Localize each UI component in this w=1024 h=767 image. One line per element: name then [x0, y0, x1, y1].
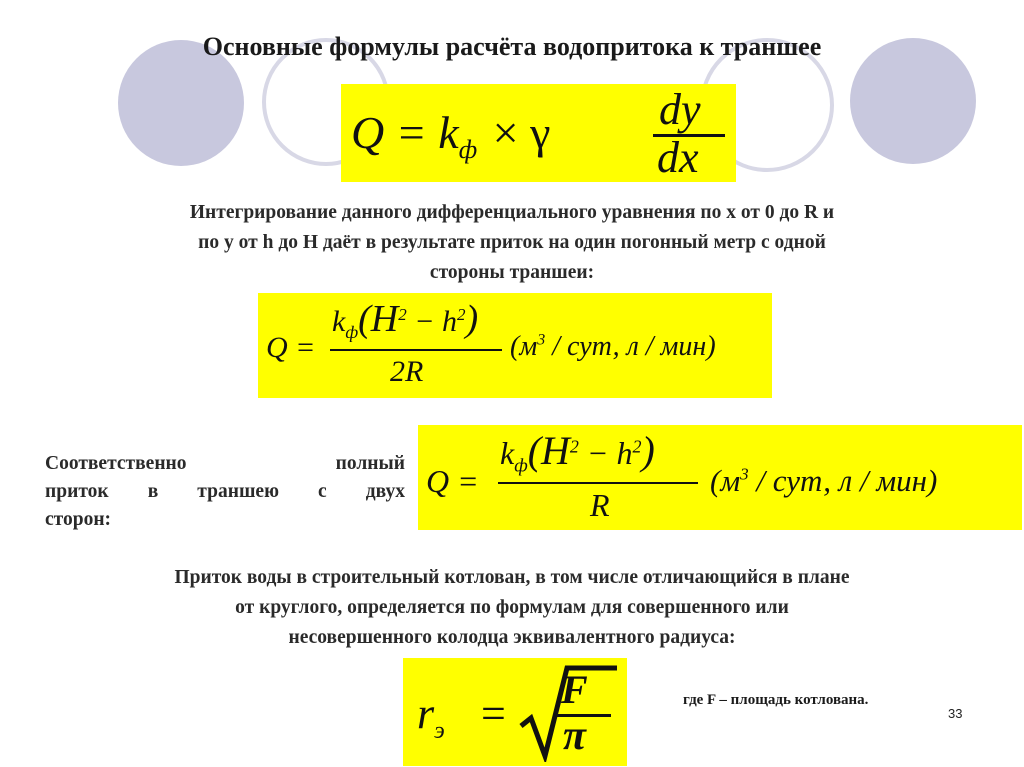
pit-line-2: от круглого, определяется по формулам для совершенного или	[235, 597, 789, 618]
formula-two-sides-fraction-line	[498, 482, 698, 484]
intro-paragraph	[70, 198, 954, 288]
formula-radius-denominator: π	[563, 713, 586, 759]
formula-darcy-numerator: dy	[659, 85, 701, 134]
formula-one-side-fraction-line	[330, 349, 502, 351]
page-number: 33	[948, 706, 963, 721]
formula-radius-lhs: $r_э$	[417, 689, 445, 744]
formula-one-side-box	[258, 293, 772, 398]
intro-line-1: Интегрирование данного дифференциального уравнения по x от 0 до R и	[189, 202, 835, 223]
intro-line-2: по y от h до H даёт в результате приток на один погонный метр с одной	[198, 232, 826, 253]
two-sides-text	[45, 450, 405, 534]
formula-one-side-denominator: 2R	[390, 355, 424, 388]
two-sides-line-2: приток в траншею с двух	[45, 481, 405, 502]
formula-one-side-numerator: $k_ф(H^2 - h^2)$	[332, 298, 479, 342]
pit-line-3: несовершенного колодца эквивалентного радиуса:	[288, 627, 736, 648]
pit-line-1: Приток воды в строительный котлован, в том числе отличающийся в плане	[174, 567, 850, 588]
formula-two-sides-numerator: $k_ф(H^2 - h^2)$	[500, 428, 655, 477]
formula-radius-equals: =	[481, 689, 506, 738]
pit-paragraph	[40, 563, 984, 653]
two-sides-line-1: Соответственно полный	[45, 453, 405, 474]
slide-title: Основные формулы расчёта водопритока к траншее	[202, 32, 822, 61]
formula-radius-box	[403, 658, 627, 766]
formula-darcy-box	[341, 84, 736, 182]
formula-one-side-units: ($м^3$ / сут, л / мин)	[510, 331, 716, 362]
two-sides-line-3: сторон:	[45, 509, 112, 530]
formula-darcy-denominator: dx	[657, 133, 699, 182]
formula-two-sides-units: ($м^3$ / сут, л / мин)	[710, 463, 938, 498]
formula-two-sides-box	[418, 425, 1022, 530]
formula-radius-numerator: F	[561, 667, 588, 712]
formula-darcy-lhs: $Q = k_ф \times \gamma$	[351, 107, 551, 165]
formula-two-sides-lhs: Q =	[426, 463, 479, 499]
formula-one-side-lhs: Q =	[266, 331, 316, 364]
intro-line-3: стороны траншеи:	[429, 262, 595, 283]
area-note: где F – площадь котлована.	[683, 692, 869, 708]
formula-two-sides-denominator: R	[590, 487, 610, 523]
